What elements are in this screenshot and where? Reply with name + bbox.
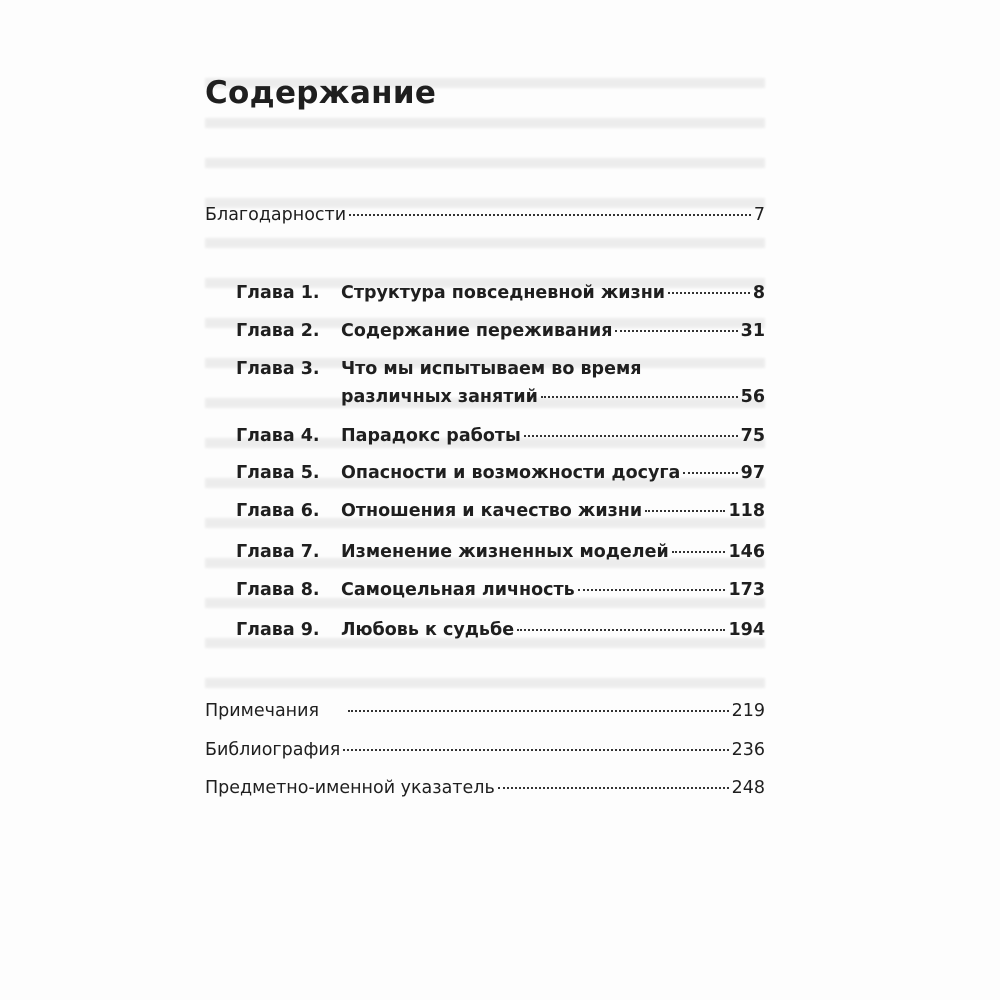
- chapter-label: Глава 4.: [236, 426, 320, 446]
- toc-entry-notes[interactable]: [205, 701, 765, 721]
- chapter-title-line-2: различных занятий: [341, 387, 538, 407]
- chapter-title: Отношения и качество жизни: [341, 501, 643, 521]
- page-number: 248: [731, 778, 765, 798]
- dot-leader: [672, 551, 726, 553]
- dot-leader: [524, 435, 738, 437]
- chapter-title: Изменение жизненных моделей: [341, 542, 669, 562]
- page-number: 173: [728, 580, 765, 600]
- toc-entry-chapter-5[interactable]: [236, 463, 765, 483]
- dot-leader: [578, 589, 726, 591]
- toc-entry-chapter-1[interactable]: [236, 283, 765, 303]
- page-number: 194: [728, 620, 765, 640]
- page-number: 146: [728, 542, 765, 562]
- toc-entry-chapter-4[interactable]: [236, 426, 765, 446]
- chapter-label: Глава 6.: [236, 501, 320, 521]
- page-number: 118: [728, 501, 765, 521]
- toc-entry-index[interactable]: [205, 778, 765, 798]
- chapter-label: Глава 7.: [236, 542, 320, 562]
- chapter-label: Глава 3.: [236, 359, 320, 379]
- chapter-title: Самоцельная личность: [341, 580, 575, 600]
- toc-entry-acknowledgments[interactable]: [205, 205, 765, 225]
- chapter-label: Глава 2.: [236, 321, 320, 341]
- page-number: 97: [740, 463, 765, 483]
- dot-leader: [645, 510, 725, 512]
- toc-title: Содержание: [205, 75, 437, 111]
- chapter-title: Любовь к судьбе: [341, 620, 515, 640]
- chapter-title: Структура повседневной жизни: [341, 283, 666, 303]
- entry-label: Предметно-именной указатель: [205, 778, 495, 798]
- page-number: 75: [740, 426, 765, 446]
- chapter-title-line-1: Что мы испытываем во время: [341, 359, 642, 379]
- page-number: 7: [753, 205, 765, 225]
- page-number: 56: [740, 387, 765, 407]
- chapter-label: Глава 1.: [236, 283, 320, 303]
- dot-leader: [615, 330, 737, 332]
- dot-leader: [517, 629, 725, 631]
- toc-entry-chapter-7[interactable]: [236, 542, 765, 562]
- dot-leader: [498, 787, 729, 789]
- chapter-title: Опасности и возможности досуга: [341, 463, 681, 483]
- dot-leader: [668, 292, 750, 294]
- chapter-label: Глава 8.: [236, 580, 320, 600]
- toc-entry-chapter-8[interactable]: [236, 580, 765, 600]
- toc-entry-chapter-9[interactable]: [236, 620, 765, 640]
- chapter-label: Глава 9.: [236, 620, 320, 640]
- dot-leader: [348, 710, 729, 712]
- toc-entry-bibliography[interactable]: [205, 740, 765, 760]
- entry-label: Благодарности: [205, 205, 347, 225]
- toc-entry-chapter-6[interactable]: [236, 501, 765, 521]
- page-number: 31: [740, 321, 765, 341]
- page-number: 236: [731, 740, 765, 760]
- chapter-title: Содержание переживания: [341, 321, 613, 341]
- page-number: 8: [752, 283, 765, 303]
- dot-leader: [349, 214, 751, 216]
- dot-leader: [541, 396, 738, 398]
- entry-label: Примечания: [205, 701, 320, 721]
- entry-label: Библиография: [205, 740, 341, 760]
- chapter-title: Парадокс работы: [341, 426, 521, 446]
- chapter-label: Глава 5.: [236, 463, 320, 483]
- toc-entry-chapter-2[interactable]: [236, 321, 765, 341]
- dot-leader: [343, 749, 728, 751]
- page-number: 219: [731, 701, 765, 721]
- dot-leader: [683, 472, 737, 474]
- toc-entry-chapter-3[interactable]: [236, 359, 765, 407]
